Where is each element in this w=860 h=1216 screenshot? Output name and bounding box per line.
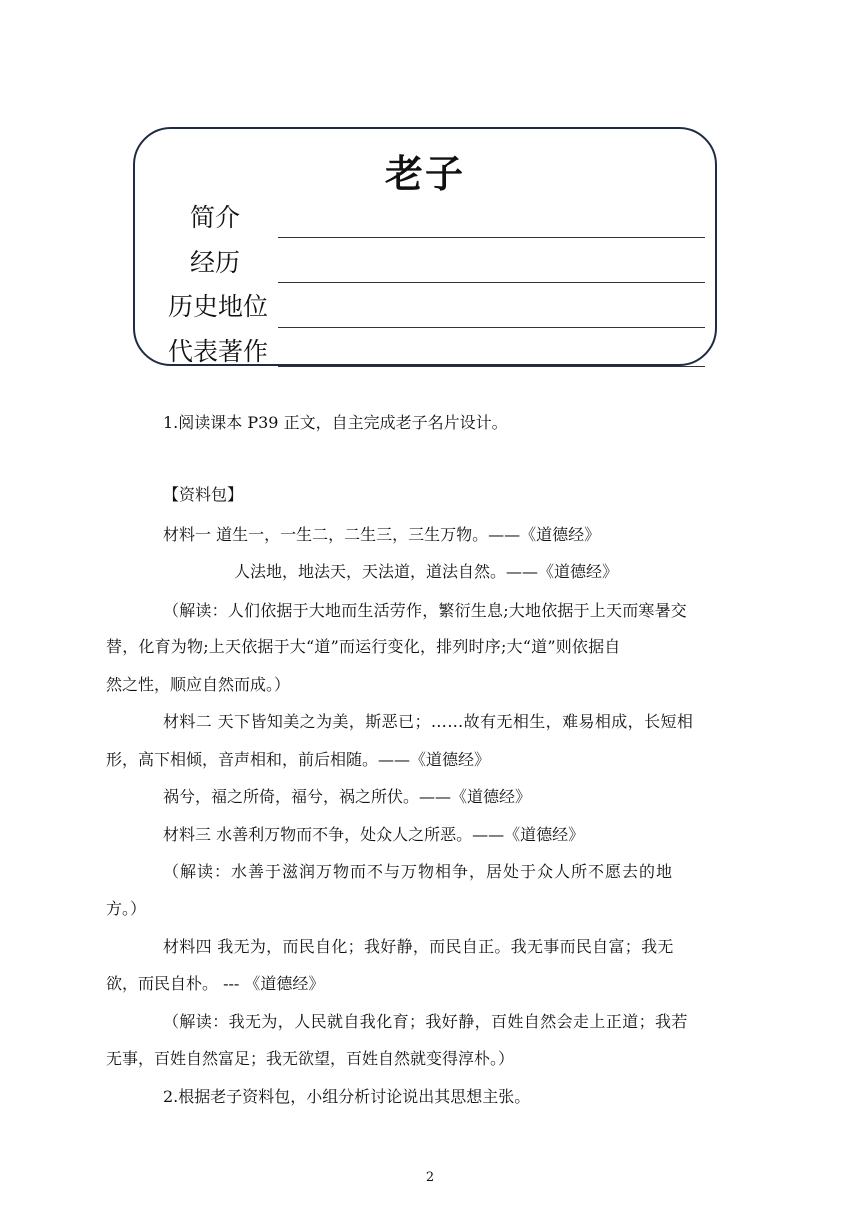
interpretation-3: （解读：水善于滋润万物而不与万物相争，居处于众人所不愿去的地 [163,862,674,881]
field-line-intro[interactable] [278,237,705,238]
material-1-line-2: 人法地，地法天，天法道，道法自然。——《道德经》 [234,562,619,581]
material-2-cont: 形，高下相倾，音声相和，前后相随。——《道德经》 [106,750,491,769]
material-4-cont: 欲，而民自朴。 --- 《道德经》 [106,974,325,993]
field-line-status[interactable] [278,327,705,328]
card-title: 老子 [384,152,465,196]
material-4: 材料四 我无为，而民自化；我好静，而民自正。我无事而民自富；我无 [163,937,674,956]
interpretation-1: （解读：人们依据于大地而生活劳作，繁衍生息;大地依据于上天而寒暑交 [163,601,687,620]
interpretation-4-end: 无事，百姓自然富足；我无欲望，百姓自然就变得淳朴。） [106,1049,515,1068]
pack-title: 【资料包】 [163,485,244,504]
field-label-intro: 简介 [189,203,240,232]
page-number: 2 [425,1170,435,1185]
material-3: 材料三 水善利万物而不争，处众人之所恶。——《道德经》 [163,825,585,844]
interpretation-1-end: 然之性，顺应自然而成。） [106,675,291,694]
interpretation-1-cont: 替，化育为物;上天依据于大“道”而运行变化，排列时序;大“道”则依据自 [106,637,621,656]
field-label-status: 历史地位 [167,292,268,321]
field-line-works[interactable] [278,366,705,367]
interpretation-3-end: 方。） [106,899,147,918]
field-label-works: 代表著作 [167,337,268,366]
material-1: 材料一 道生一，一生二，二生三，三生万物。——《道德经》 [163,525,601,544]
interpretation-4: （解读：我无为，人民就自我化育；我好静，百姓自然会走上正道；我若 [163,1012,688,1031]
field-line-experience[interactable] [278,282,705,283]
material-2-line-3: 祸兮，福之所倚，福兮，祸之所伏。——《道德经》 [163,787,532,806]
field-label-experience: 经历 [189,248,240,277]
material-2: 材料二 天下皆知美之为美，斯恶已；……故有无相生，难易相成，长短相 [163,712,694,731]
task-1: 1.阅读课本 P39 正文，自主完成老子名片设计。 [163,413,508,432]
task-2: 2.根据老子资料包，小组分析讨论说出其思想主张。 [163,1087,531,1106]
